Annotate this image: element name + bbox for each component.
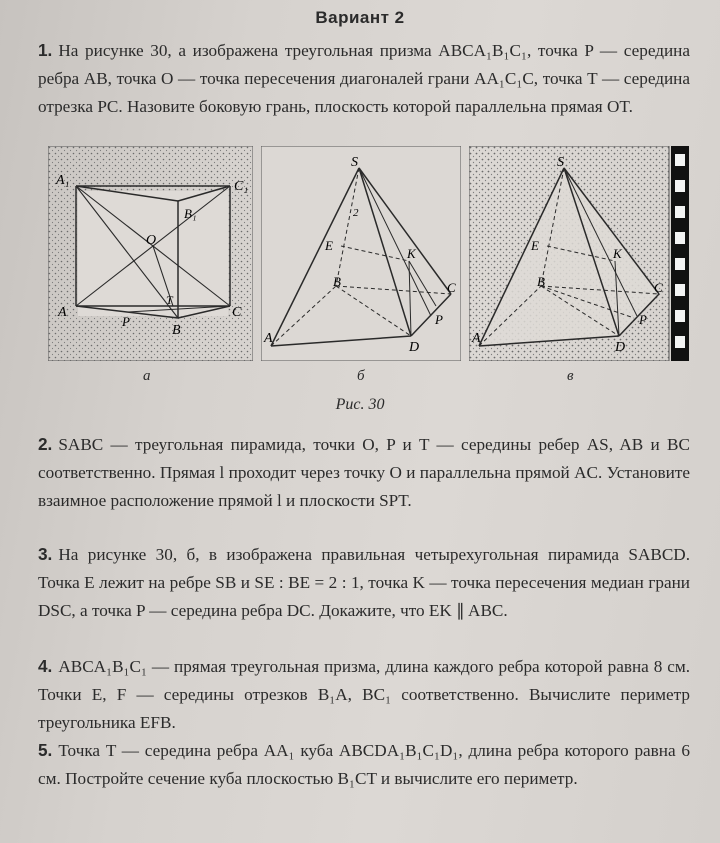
label-d: D	[409, 340, 420, 355]
problem-2	[38, 430, 690, 515]
label-a: A	[264, 331, 273, 346]
problem-text: Точка T — середина ребра AA₁ куба ABCDA₁B₁C₁D₁, длина ребра которого равна 6 см. Постройте сечение куба плоскостью B₁CT и вычислите его периметр.	[38, 741, 690, 788]
problem-text: На рисунке 30, а изображена треугольная призма ABCA₁B₁C₁, точка P — середина ребра AB, точка O — точка пересечения диагоналей грани AA₁C₁C, точка T — середина отрезка PC. Назовите боковую грань, плоскость которой параллельна прямая OT.	[38, 41, 690, 116]
label-t: T	[166, 293, 173, 307]
figure-b-pyramid	[261, 146, 461, 361]
label-c: C	[447, 280, 456, 295]
problem-text: SABC — треугольная пирамида, точки O, P и T — середины ребер AS, AB и BC соответственно. Прямая l проходит через точку O и параллельна прямой AC. Установите взаимное расположение прямой l и плоскости SPT.	[38, 435, 690, 510]
label-c: C	[654, 280, 663, 295]
problem-1	[38, 36, 690, 121]
label-e: E	[325, 238, 333, 253]
subcaption-v: в	[567, 368, 574, 384]
label-b1: B₁	[184, 206, 197, 221]
label-b: B	[172, 323, 181, 338]
subcaption-a: а	[143, 368, 151, 384]
label-c1: C₁	[234, 179, 249, 194]
label-b: B	[537, 274, 545, 289]
label-c: C	[232, 305, 242, 320]
problem-number: 5.	[38, 740, 53, 760]
label-a: A	[472, 331, 481, 346]
label-e: E	[531, 238, 539, 253]
problem-number: 1.	[38, 40, 53, 60]
label-d: D	[615, 340, 626, 355]
figure-v-pyramid	[469, 146, 689, 361]
label-k: K	[407, 246, 416, 261]
problem-text: ABCA₁B₁C₁ — прямая треугольная призма, длина каждого ребра которой равна 8 см. Точки E, F — середины отрезков B₁A, BC₁ соответственно. Вычислите периметр треугольника EFB.	[38, 657, 690, 732]
problem-number: 4.	[38, 656, 53, 676]
label-p: P	[435, 312, 443, 327]
label-k: K	[613, 246, 622, 261]
figure-30	[48, 146, 688, 366]
label-s: S	[557, 155, 564, 170]
problem-text: На рисунке 30, б, в изображена правильная четырехугольная пирамида SABCD. Точка E лежит на ребре SB и SE : BE = 2 : 1, точка K — точка пересечения медиан грани DSC, а точка P — середина ребра DC. Докажите, что EK ∥ ABC.	[38, 545, 690, 620]
figure-a-prism	[48, 146, 253, 361]
figure-caption: Рис. 30	[335, 396, 385, 413]
label-p: P	[122, 314, 130, 329]
problem-3	[38, 540, 690, 625]
label-o: O	[146, 233, 157, 248]
label-p: P	[639, 312, 647, 327]
problem-5	[38, 736, 690, 793]
problem-number: 3.	[38, 544, 53, 564]
problem-number: 2.	[38, 434, 53, 454]
label-a: A	[58, 305, 67, 320]
subcaption-b: б	[357, 368, 365, 384]
label-s: S	[351, 155, 358, 170]
variant-title: Вариант 2	[315, 8, 405, 27]
label-a1: A₁	[56, 173, 70, 188]
label-ratio-2: 2	[353, 207, 359, 219]
label-b: B	[333, 274, 341, 289]
problem-4	[38, 652, 690, 737]
